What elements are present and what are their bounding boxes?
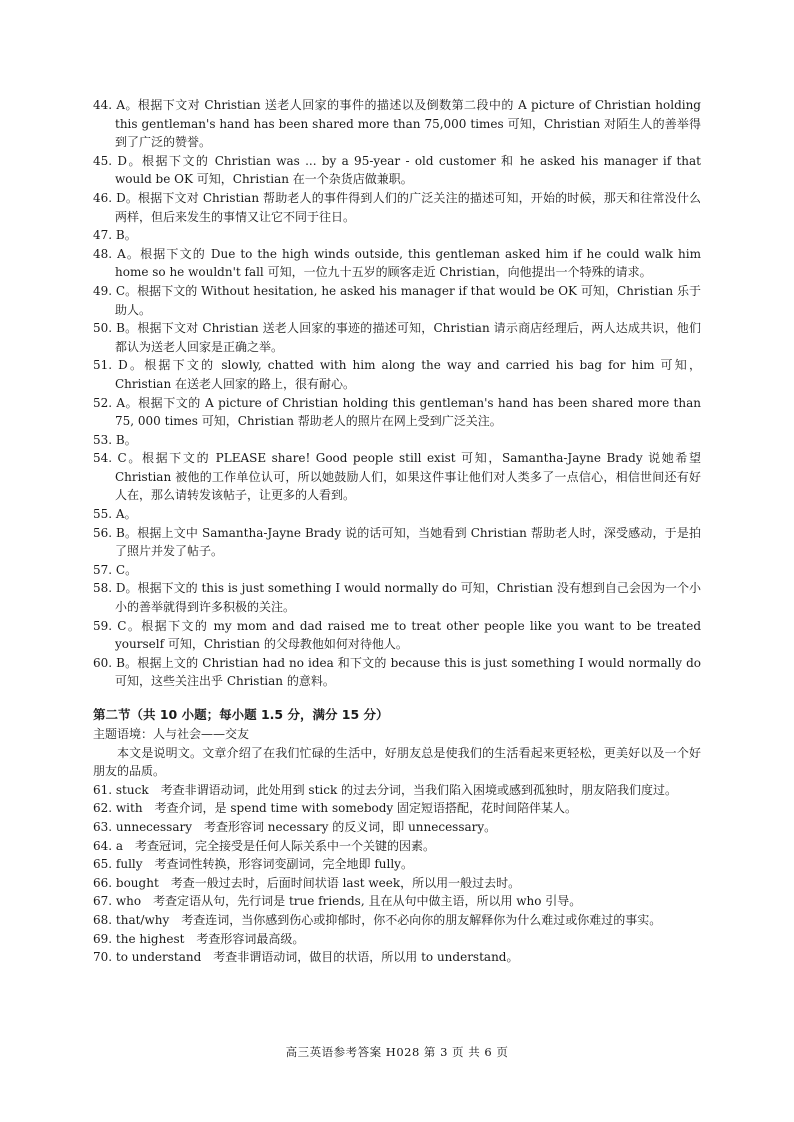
passage-intro: 本文是说明文。文章介绍了在我们忙碌的生活中，好朋友总是使我们的生活看起来更轻松，更美好以及一个好朋友的品质。 xyxy=(93,745,701,779)
answer-item-50: 50. B。根据下文对 Christian 送老人回家的事迹的描述可知，Christian 请示商店经理后，两人达成共识，他们都认为送老人回家是正确之举。 xyxy=(93,321,701,354)
answer-item-49: 49. C。根据下文的 Without hesitation, he asked his manager if that would be OK 可知，Christian 乐于助人。 xyxy=(93,283,701,317)
answer-item-45: 45. D。根据下文的 Christian was ... by a 95-year - old customer 和 he asked his manager if that would be OK 可知，Christian 在一个杂货店做兼职。 xyxy=(93,153,701,187)
theme-context: 主题语境：人与社会——交友 xyxy=(93,727,250,741)
answer-item-70: 70. to understand 考查非谓语动词，做目的状语，所以用 to understand。 xyxy=(93,950,519,965)
answer-item-66: 66. bought 考查一般过去时，后面时间状语 last week，所以用一般过去时。 xyxy=(93,875,521,890)
answer-item-46: 46. D。根据下文对 Christian 帮助老人的事件得到人们的广泛关注的描述可知，开始的时候，那天和往常没什么两样，但后来发生的事情又让它不同于往日。 xyxy=(93,190,701,224)
answer-item-57: 57. C。 xyxy=(93,562,138,577)
page-footer: 高三英语参考答案 H028 第 3 页 共 6 页 xyxy=(285,1045,509,1059)
answer-item-67: 67. who 考查定语从句，先行词是 true friends, 且在从句中做主语，所以用 who 引导。 xyxy=(93,894,582,909)
answer-item-58: 58. D。根据下文的 this is just something I would normally do 可知，Christian 没有想到自己会因为一个小小的善举就得到许多积极的关注。 xyxy=(93,581,701,615)
answer-list-section-one xyxy=(93,96,701,691)
section-title: 第二节（共 10 小题；每小题 1.5 分，满分 15 分） xyxy=(93,707,389,722)
answer-key-page xyxy=(93,96,701,967)
answer-item-69: 69. the highest 考查形容词最高级。 xyxy=(93,931,305,946)
answer-item-48: 48. A。根据下文的 Due to the high winds outside, this gentleman asked him if he could walk him home so he wouldn't fall 可知，一位九十五岁的顾客走近 Christian，向他提出一个特殊的请求。 xyxy=(93,246,701,280)
answer-item-61: 61. stuck 考查非谓语动词，此处用到 stick 的过去分词，当我们陷入困境或感到孤独时，朋友陪我们度过。 xyxy=(93,782,678,797)
answer-item-60: 60. B。根据上文的 Christian had no idea 和下文的 because this is just something I would normally do 可知，这些关注出乎 Christian 的意料。 xyxy=(93,655,701,689)
answer-item-53: 53. B。 xyxy=(93,432,137,447)
answer-item-64: 64. a 考查冠词，完全接受是任何人际关系中一个关键的因素。 xyxy=(93,838,436,853)
answer-item-62: 62. with 考查介词，是 spend time with somebody 固定短语搭配，花时间陪伴某人。 xyxy=(93,801,578,816)
answer-item-68: 68. that/why 考查连词，当你感到伤心或抑郁时，你不必向你的朋友解释你为什么难过或你难过的事实。 xyxy=(93,912,662,927)
answer-item-56: 56. B。根据上文中 Samantha-Jayne Brady 说的话可知，当她看到 Christian 帮助老人时，深受感动，于是拍了照片并发了帖子。 xyxy=(93,525,701,559)
answer-item-55: 55. A。 xyxy=(93,507,137,522)
answer-item-54: 54. C。根据下文的 PLEASE share! Good people still exist 可知，Samantha-Jayne Brady 说她希望 Christian 被他的工作单位认可，所以她鼓励人们，如果这件事让他们对人类多了一点信心，相信世间还有好人在，那么请转发该帖子，让更多的人看到。 xyxy=(93,451,701,503)
answer-list-section-two xyxy=(93,781,701,967)
answer-item-44: 44. A。根据下文对 Christian 送老人回家的事件的描述以及倒数第二段中的 A picture of Christian holding this gentleman's hand has been shared more than 75,000 times 可知，Christian 对陌生人的善举得到了广泛的赞誉。 xyxy=(93,98,701,150)
answer-item-59: 59. C。根据下文的 my mom and dad raised me to treat other people like you want to be treated yourself 可知，Christian 的父母教他如何对待他人。 xyxy=(93,618,701,652)
answer-item-52: 52. A。根据下文的 A picture of Christian holding this gentleman's hand has been shared more than 75, 000 times 可知，Christian 帮助老人的照片在网上受到广泛关注。 xyxy=(93,395,701,429)
answer-item-47: 47. B。 xyxy=(93,228,137,243)
answer-item-65: 65. fully 考查词性转换，形容词变副词，完全地即 fully。 xyxy=(93,857,413,872)
answer-item-51: 51. D。根据下文的 slowly, chatted with him along the way and carried his bag for him 可知，Christian 在送老人回家的路上，很有耐心。 xyxy=(93,358,701,391)
answer-item-63: 63. unnecessary 考查形容词 necessary 的反义词，即 unnecessary。 xyxy=(93,819,497,834)
